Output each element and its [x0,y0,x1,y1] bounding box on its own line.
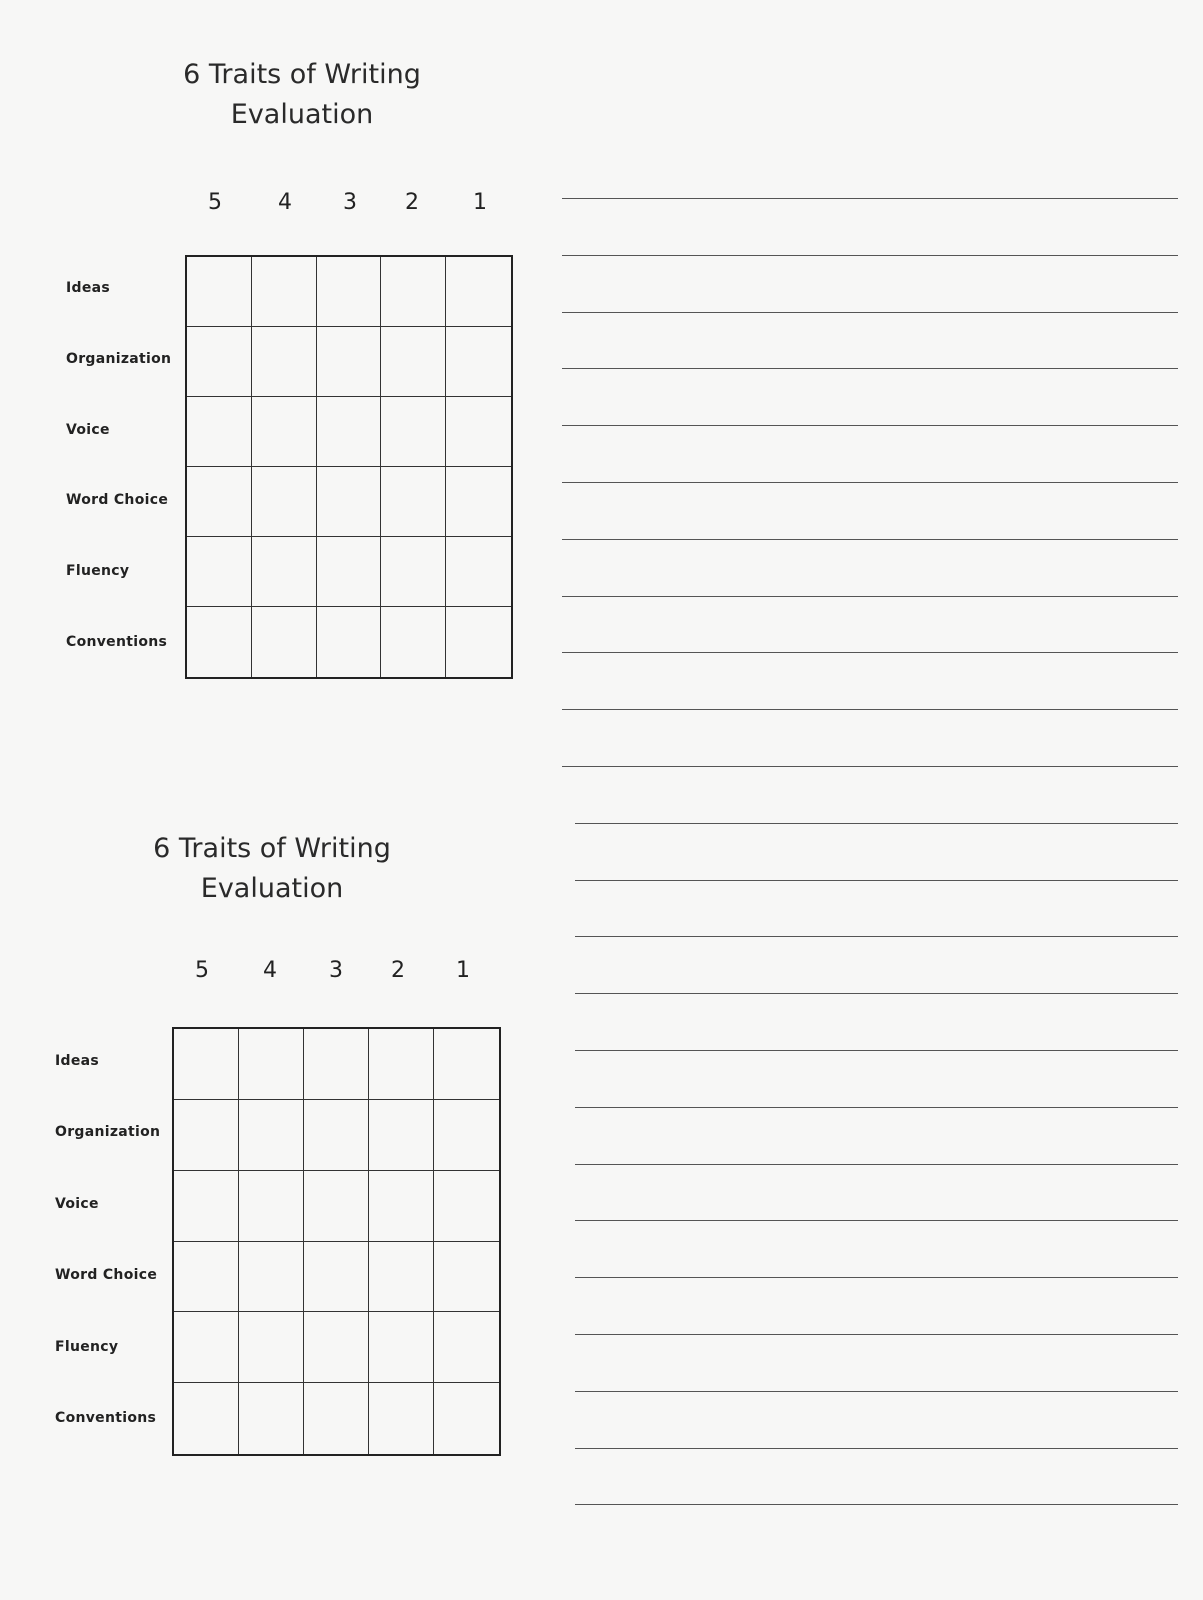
score-cell[interactable] [252,607,317,677]
score-header: 2 [405,190,419,215]
trait-label: Conventions [55,1410,157,1427]
writing-line[interactable] [575,1050,1178,1051]
title-line-2: Evaluation [200,873,344,904]
score-header: 4 [278,190,292,215]
score-header: 1 [473,190,487,215]
score-cell[interactable] [304,1029,369,1100]
score-cell[interactable] [381,607,446,677]
score-cell[interactable] [369,1029,434,1100]
score-cell[interactable] [239,1100,304,1171]
writing-line[interactable] [575,1391,1178,1392]
writing-line[interactable] [562,312,1178,313]
score-cell[interactable] [446,327,511,397]
score-cell[interactable] [252,327,317,397]
score-cell[interactable] [239,1312,304,1383]
trait-label: Word Choice [55,1267,158,1284]
score-cell[interactable] [187,607,252,677]
writing-line[interactable] [575,1504,1178,1505]
score-cell[interactable] [174,1171,239,1242]
score-cell[interactable] [317,257,382,327]
score-cell[interactable] [317,327,382,397]
form-title [122,55,482,135]
score-cell[interactable] [434,1171,499,1242]
score-cell[interactable] [187,537,252,607]
score-cell[interactable] [381,327,446,397]
score-cell[interactable] [369,1242,434,1313]
writing-line[interactable] [575,1164,1178,1165]
score-cell[interactable] [369,1312,434,1383]
score-cell[interactable] [239,1171,304,1242]
score-cell[interactable] [239,1029,304,1100]
title-line-1: 6 Traits of Writing [183,59,421,90]
writing-line[interactable] [562,482,1178,483]
score-cell[interactable] [446,537,511,607]
score-cell[interactable] [381,537,446,607]
title-line-2: Evaluation [230,99,374,130]
score-cell[interactable] [174,1029,239,1100]
score-header: 3 [329,958,343,983]
score-cell[interactable] [446,467,511,537]
writing-line[interactable] [562,198,1178,199]
score-cell[interactable] [174,1383,239,1454]
score-cell[interactable] [434,1312,499,1383]
trait-label: Ideas [66,280,111,297]
trait-label: Voice [55,1195,99,1212]
score-cell[interactable] [317,467,382,537]
writing-line[interactable] [562,539,1178,540]
trait-label: Fluency [66,563,130,579]
writing-line[interactable] [562,652,1178,653]
score-cell[interactable] [174,1312,239,1383]
writing-line[interactable] [575,823,1178,824]
score-cell[interactable] [317,607,382,677]
writing-line[interactable] [562,368,1178,369]
writing-line[interactable] [575,880,1178,881]
score-cell[interactable] [304,1100,369,1171]
form-title [92,829,452,909]
writing-line[interactable] [562,766,1178,767]
trait-label: Organization [66,351,172,367]
score-header: 4 [263,958,277,983]
score-cell[interactable] [434,1100,499,1171]
score-cell[interactable] [239,1383,304,1454]
score-cell[interactable] [446,397,511,467]
score-cell[interactable] [187,327,252,397]
score-cell[interactable] [252,397,317,467]
score-cell[interactable] [381,257,446,327]
score-cell[interactable] [434,1029,499,1100]
score-cell[interactable] [446,257,511,327]
trait-label: Conventions [66,633,168,650]
writing-line[interactable] [575,1334,1178,1335]
score-cell[interactable] [381,397,446,467]
score-cell[interactable] [304,1312,369,1383]
score-cell[interactable] [252,537,317,607]
score-header: 5 [208,190,222,215]
writing-line[interactable] [575,1220,1178,1221]
score-cell[interactable] [434,1242,499,1313]
score-cell[interactable] [446,607,511,677]
score-cell[interactable] [369,1383,434,1454]
score-cell[interactable] [187,467,252,537]
score-cell[interactable] [369,1171,434,1242]
score-grid [172,1027,501,1456]
score-cell[interactable] [239,1242,304,1313]
score-grid [185,255,513,679]
score-cell[interactable] [369,1100,434,1171]
score-cell[interactable] [304,1383,369,1454]
trait-label: Ideas [55,1052,100,1069]
score-cell[interactable] [187,397,252,467]
score-cell[interactable] [252,257,317,327]
score-cell[interactable] [434,1383,499,1454]
score-cell[interactable] [381,467,446,537]
trait-label: Word Choice [66,492,169,509]
score-cell[interactable] [304,1171,369,1242]
writing-line[interactable] [575,936,1178,937]
writing-line[interactable] [562,255,1178,256]
score-cell[interactable] [317,537,382,607]
writing-line[interactable] [575,1448,1178,1449]
score-cell[interactable] [174,1242,239,1313]
writing-line[interactable] [562,596,1178,597]
score-header: 2 [391,958,405,983]
score-header: 1 [456,958,470,983]
score-cell[interactable] [174,1100,239,1171]
trait-label: Fluency [55,1338,119,1355]
trait-label: Voice [66,421,110,438]
score-cell[interactable] [252,467,317,537]
score-cell[interactable] [304,1242,369,1313]
title-line-1: 6 Traits of Writing [153,833,391,864]
score-header: 5 [195,958,209,983]
writing-line[interactable] [575,1277,1178,1278]
writing-line[interactable] [575,993,1178,994]
writing-line[interactable] [562,709,1178,710]
writing-line[interactable] [575,1107,1178,1108]
score-cell[interactable] [187,257,252,327]
trait-label: Organization [55,1124,161,1141]
score-cell[interactable] [317,397,382,467]
score-header: 3 [343,190,357,215]
writing-line[interactable] [562,425,1178,426]
